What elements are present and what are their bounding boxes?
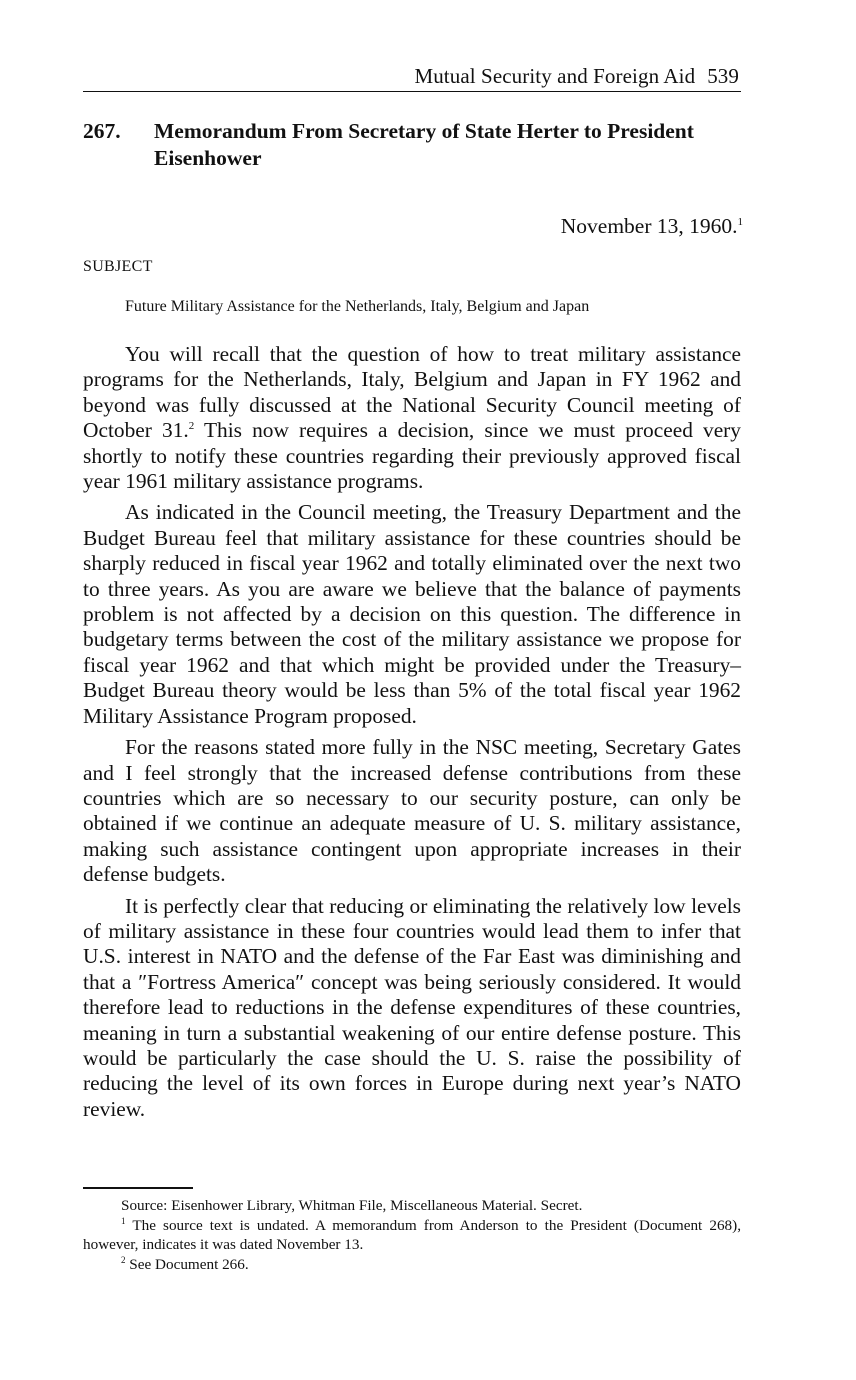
paragraph-1-part-a: You will recall that the question of how to treat military assistance programs for the Netherlands, Italy, Belgium and Japan in FY 1962 and beyond was fully discussed at the National Security Council meeting of October 31. <box>83 342 741 443</box>
footnote-ref-2: 2 <box>188 420 195 433</box>
footnote-1 <box>83 1216 741 1255</box>
footnote-divider <box>83 1187 193 1189</box>
page-number: 539 <box>707 64 739 88</box>
document-date <box>561 214 743 239</box>
paragraph-3: For the reasons stated more fully in the NSC meeting, Secretary Gates and I feel strongly that the increased defense contributions from these countries which are so necessary to our security posture, can only be obtained if we continue an adequate measure of U. S. military assistance, making such assistance contingent upon appropriate increases in their defense budgets. <box>83 735 741 887</box>
source-note: Source: Eisenhower Library, Whitman File, Miscellaneous Material. Secret. <box>121 1197 583 1214</box>
paragraph-4: It is perfectly clear that reducing or eliminating the relatively low levels of military assistance in these four countries would lead them to infer that U.S. interest in NATO and the defense of the Far East was diminishing and that a ″Fortress America″ concept was being seriously considered. It would therefore lead to reductions in the defense expenditures of these countries, meaning in turn a substantial weakening of our entire defense posture. This would be particularly the case should the U. S. raise the possibility of reducing the level of its own forces in Europe during next year’s NATO review. <box>83 893 741 1121</box>
footnote-ref-1: 1 <box>737 215 743 228</box>
subject-text: Future Military Assistance for the Netherlands, Italy, Belgium and Japan <box>125 298 590 315</box>
paragraph-2: As indicated in the Council meeting, the Treasury Department and the Budget Bureau feel that military assistance for these countries should be sharply reduced in fiscal year 1962 and totally eliminated over the next two to three years. As you are aware we believe that the balance of payments problem is not affected by a decision on this question. The difference in budgetary terms between the cost of the military assistance we propose for fiscal year 1962 and that which might be provided under the Treasury–Budget Bureau theory would be less than 5% of the total fiscal year 1962 Military Assistance Program proposed. <box>83 500 741 728</box>
paragraph-1 <box>83 342 741 494</box>
header-text <box>414 64 739 89</box>
footnote-2-text: See Document 266. <box>125 1255 249 1273</box>
running-header <box>83 62 741 92</box>
document-number: 267. <box>83 119 121 143</box>
subject-label: SUBJECT <box>83 258 153 275</box>
footnote-1-text: The source text is undated. A memorandum from Anderson to the President (Document 268), however, indicates it was dated November 13. <box>83 1216 741 1253</box>
paragraph-1-part-b: This now requires a decision, since we must proceed very shortly to notify these countries regarding their previously approved fiscal year 1961 military assistance programs. <box>83 418 742 494</box>
footnotes <box>83 1196 741 1274</box>
footnote-2-number: 2 <box>121 1254 126 1265</box>
memo-body <box>83 342 741 1128</box>
date-text: November 13, 1960. <box>560 214 738 238</box>
footnote-1-number: 1 <box>121 1215 126 1226</box>
footnote-2 <box>83 1255 741 1275</box>
document-title: Memorandum From Secretary of State Herter to President Eisenhower <box>154 119 694 170</box>
running-title: Mutual Security and Foreign Aid <box>414 64 696 88</box>
